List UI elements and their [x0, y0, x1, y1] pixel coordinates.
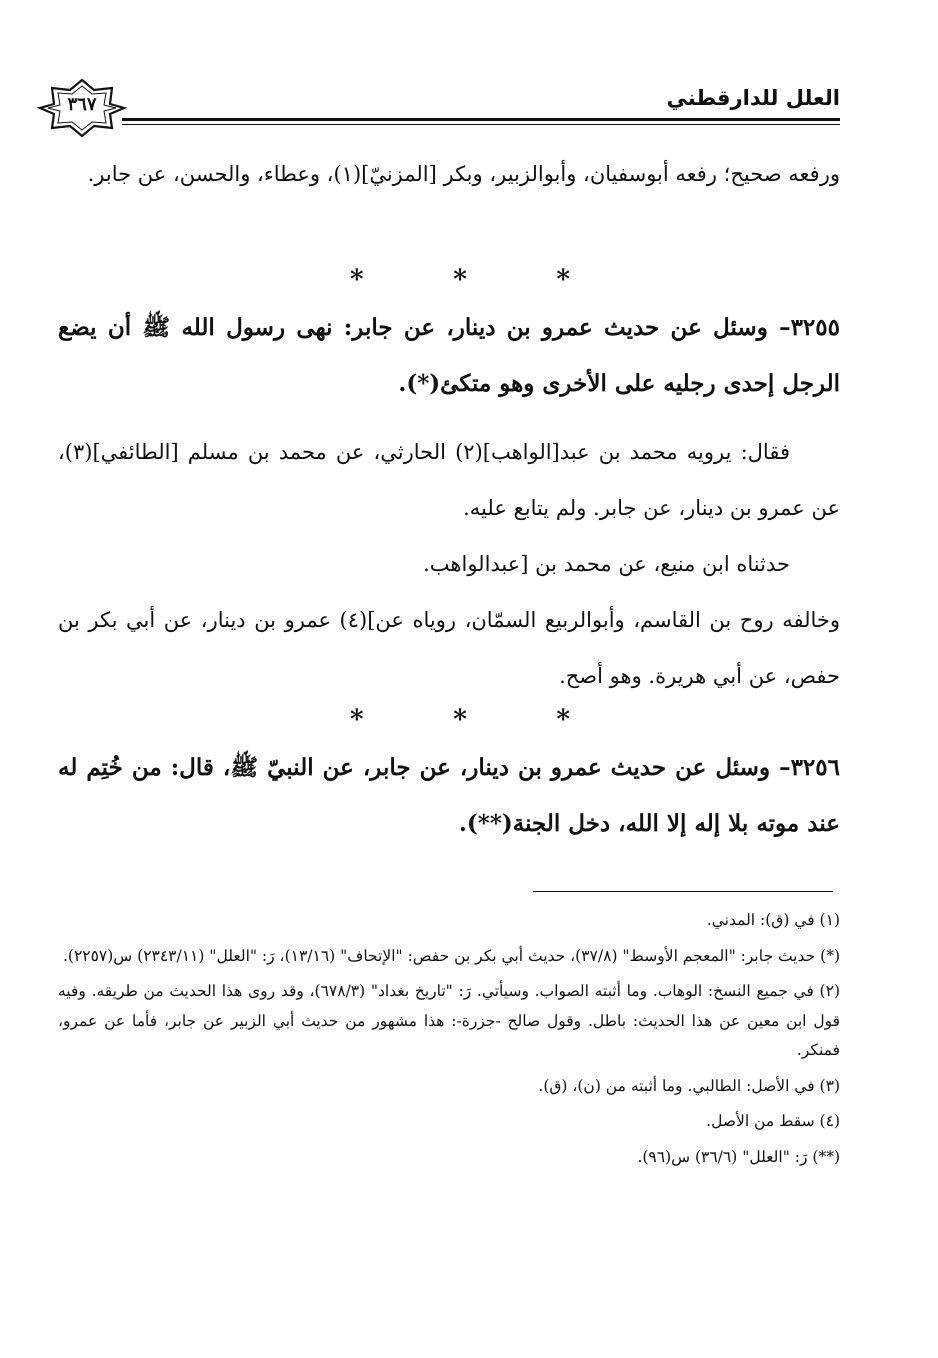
separator-star: * — [350, 705, 364, 735]
footnote: (٤) سقط من الأصل. — [706, 1112, 840, 1130]
answer-3255 — [58, 424, 840, 704]
separator-star: * — [556, 265, 570, 295]
separator-star: * — [453, 705, 467, 735]
footnote: (٣) في الأصل: الطالبي. وما أثبته من (ن)، (ق). — [538, 1076, 840, 1095]
carryover-paragraph: ورفعه صحيح؛ رفعه أبوسفيان، وأبوالزبير، وبكر [المزنيّ](١)، وعطاء، والحسن، عن جابر. — [87, 162, 840, 186]
footnote: (*) حديث جابر: "المعجم الأوسط" (٣٧/٨)، حديث أبي بكر بن حفص: "الإتحاف" (١٣/١٦)، رَ: "العلل" (٢٣٤٣/١١) س(٢٢٥٧). — [62, 946, 840, 965]
answer-paragraph: فقال: يرويه محمد بن عبد[الواهب](٢) الحارثي، عن محمد بن مسلم [الطائفي](٣)، عن عمرو بن دينار، عن جابر. ولم يتابع عليه. — [58, 440, 840, 520]
section-separator — [350, 265, 570, 295]
footnote: (٢) في جميع النسخ: الوهاب. وما أثبته الصواب. وسيأتي. رَ: "تاريخ بغداد" (٦٧٨/٣)، وقد روى هذا الحديث من طريقه. وفيه قول ابن معين عن هذا الحديث: باطل. وقول صالح -جزرة-: هذا مشهور من حديث أبي الزبير عن جابر، فأما عن عمرو، فمنكر. — [58, 982, 840, 1059]
separator-star: * — [350, 265, 364, 295]
question-3255: ٣٢٥٥– وسئل عن حديث عمرو بن دينار، عن جابر: نهى رسول الله ﷺ أن يضع الرجل إحدى رجليه على الأخرى وهو متكئ(*). — [58, 314, 840, 397]
running-title: العلل للدارقطني — [666, 86, 840, 110]
separator-star: * — [453, 265, 467, 295]
footnote-divider — [533, 891, 833, 892]
separator-star: * — [556, 705, 570, 735]
footnotes — [58, 906, 840, 1178]
question-3256: ٣٢٥٦– وسئل عن حديث عمرو بن دينار، عن جابر، عن النبيّ ﷺ، قال: من خُتِم له عند موته بلا إله إلا الله، دخل الجنة(**). — [58, 754, 840, 837]
page-header — [36, 78, 840, 138]
page-number-badge — [36, 78, 128, 138]
section-separator — [350, 705, 570, 735]
footnote: (**) رَ: "العلل" (٣٦/٦) س(٩٦). — [637, 1147, 840, 1166]
page-number: ٣٦٧ — [67, 94, 97, 115]
header-rule-thin — [122, 124, 840, 125]
answer-paragraph: حدثناه ابن منيع، عن محمد بن [عبدالواهب. — [423, 552, 790, 576]
answer-paragraph: وخالفه روح بن القاسم، وأبوالربيع السمّان، روياه عن](٤) عمرو بن دينار، عن أبي بكر بن حفص، عن أبي هريرة. وهو أصح. — [58, 608, 840, 688]
header-rule-thick — [122, 118, 840, 121]
footnote: (١) في (ق): المدني. — [706, 911, 840, 929]
